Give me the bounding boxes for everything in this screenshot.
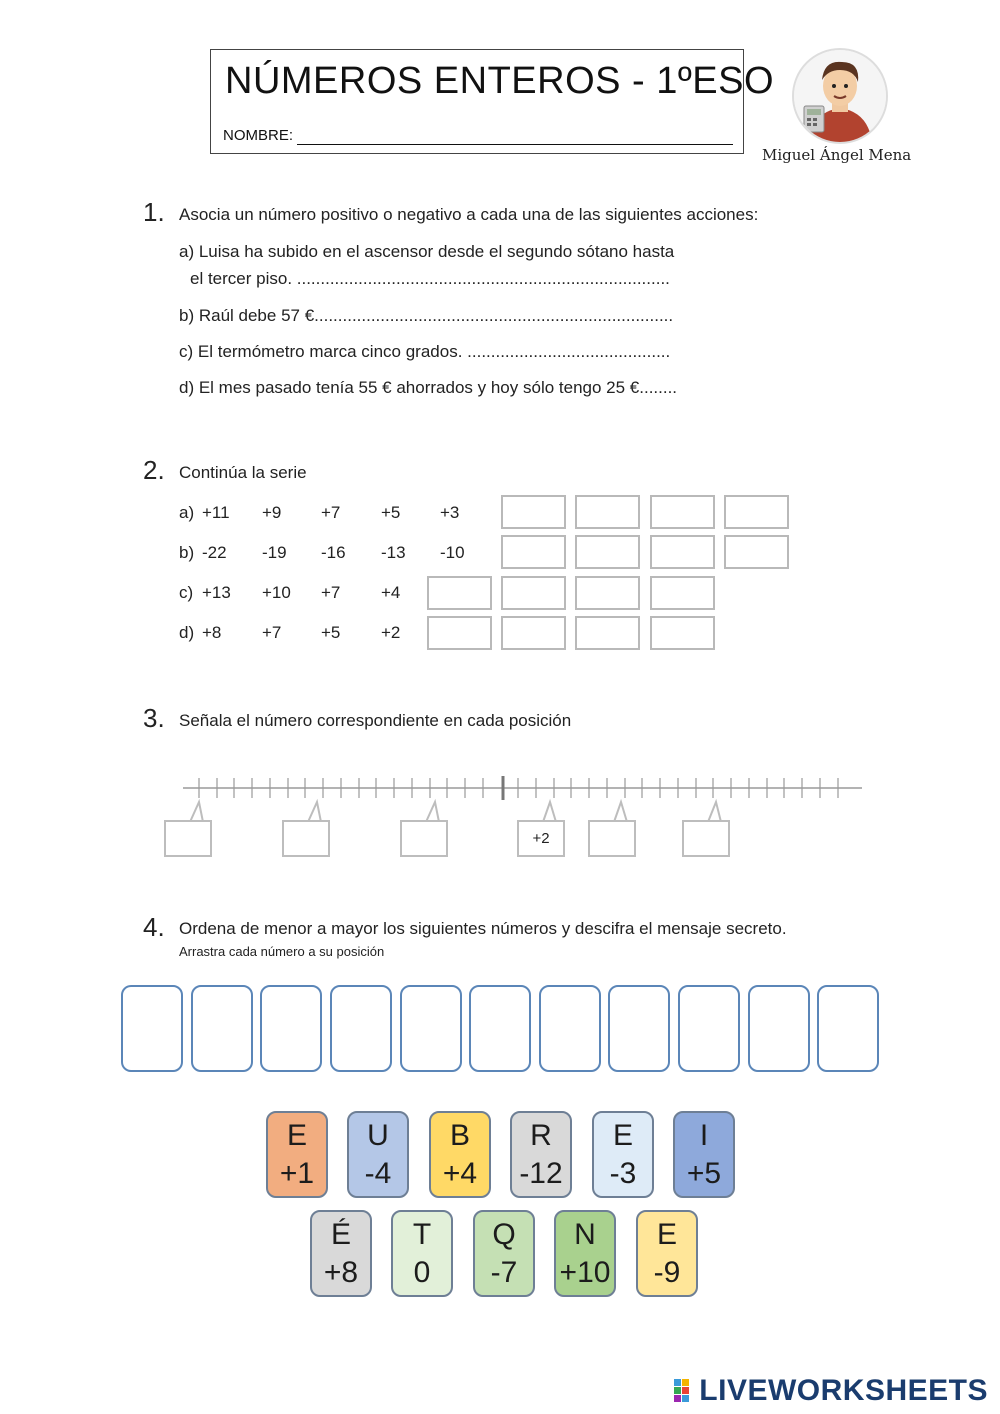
drop-slot[interactable] [539, 985, 601, 1072]
author-illustration [794, 50, 886, 142]
name-label: NOMBRE: [223, 127, 294, 144]
q2-row-d-answer-box[interactable] [427, 616, 492, 650]
q2-row-b-term: -19 [262, 543, 287, 562]
callout-pointers [190, 802, 721, 822]
card-value: -4 [364, 1156, 392, 1190]
q2-row-a-term: +9 [262, 503, 282, 522]
q2-row-d-term: +5 [321, 623, 341, 642]
q1-number: 1. [143, 197, 165, 227]
q2-row-c-term: +7 [321, 583, 341, 602]
number-line-answer-box[interactable] [164, 820, 212, 857]
q2-row-a-answer-box[interactable] [501, 495, 566, 529]
author-name: Miguel Ángel Mena [762, 146, 912, 164]
q2-row-b-term: -16 [321, 543, 346, 562]
drop-slot[interactable] [121, 985, 183, 1072]
draggable-card[interactable] [429, 1111, 491, 1198]
q2-row-a-label: a) [179, 503, 195, 522]
q2-row-b-term: -10 [440, 543, 465, 562]
q2-row-a-term: +11 [202, 503, 230, 522]
card-value: -7 [490, 1255, 518, 1289]
card-value: -9 [653, 1255, 681, 1289]
q3-number: 3. [143, 703, 165, 733]
q4-hint: Arrastra cada número a su posición [179, 944, 385, 959]
liveworksheets-icon [673, 1378, 699, 1404]
q2-row-d-term: +7 [262, 623, 282, 642]
card-letter: E [286, 1118, 307, 1152]
number-line-answer-box[interactable] [400, 820, 448, 857]
card-value: +1 [279, 1156, 315, 1190]
q2-row-d-answer-box[interactable] [501, 616, 566, 650]
draggable-card[interactable] [554, 1210, 616, 1297]
draggable-card[interactable] [310, 1210, 372, 1297]
q2-row-c-answer-box[interactable] [575, 576, 640, 610]
q2-row-c-term: +4 [381, 583, 401, 602]
q1-item-c[interactable]: c) El termómetro marca cinco grados. ........................................... [179, 342, 671, 361]
q2-row-b-answer-box[interactable] [575, 535, 640, 569]
number-line-answer-box[interactable] [282, 820, 330, 857]
q1-prompt: Asocia un número positivo o negativo a cada una de las siguientes acciones: [179, 205, 759, 224]
q2-row-a-answer-box[interactable] [724, 495, 789, 529]
card-letter: E [612, 1118, 633, 1152]
card-value: -3 [609, 1156, 637, 1190]
drop-slot[interactable] [817, 985, 879, 1072]
card-letter: É [330, 1217, 351, 1251]
q2-row-b-label: b) [179, 543, 195, 562]
q2-row-b-term: -13 [381, 543, 406, 562]
drop-slot[interactable] [400, 985, 462, 1072]
draggable-card[interactable] [636, 1210, 698, 1297]
q1-item-d[interactable]: d) El mes pasado tenía 55 € ahorrados y hoy sólo tengo 25 €........ [179, 378, 678, 397]
q2-row-d-answer-box[interactable] [575, 616, 640, 650]
card-value: -12 [519, 1156, 563, 1190]
q1-item-a: a) Luisa ha subido en el ascensor desde el segundo sótano hasta [179, 242, 675, 261]
card-value: +5 [686, 1156, 722, 1190]
drop-slot[interactable] [678, 985, 740, 1072]
q2-row-a-answer-box[interactable] [650, 495, 715, 529]
page-title: NÚMEROS ENTEROS - 1ºESO [225, 60, 775, 102]
q2-row-c-label: c) [179, 583, 194, 602]
draggable-card[interactable] [266, 1111, 328, 1198]
number-line [0, 760, 1000, 870]
number-line-answer-box[interactable] [682, 820, 730, 857]
q2-row-c-term: +10 [262, 583, 291, 602]
drop-slot[interactable] [469, 985, 531, 1072]
q2-row-c-term: +13 [202, 583, 231, 602]
card-letter: Q [492, 1217, 516, 1251]
q2-number: 2. [143, 455, 165, 485]
q1-item-b[interactable]: b) Raúl debe 57 €............................................................................ [179, 306, 674, 325]
draggable-card[interactable] [391, 1210, 453, 1297]
card-letter: U [367, 1118, 389, 1152]
drop-slot[interactable] [260, 985, 322, 1072]
card-value: +10 [559, 1255, 611, 1289]
liveworksheets-logo[interactable] [673, 1374, 988, 1408]
draggable-card[interactable] [347, 1111, 409, 1198]
q3-prompt: Señala el número correspondiente en cada posición [179, 711, 572, 730]
q4-prompt: Ordena de menor a mayor los siguientes números y descifra el mensaje secreto. [179, 919, 787, 938]
draggable-card[interactable] [473, 1210, 535, 1297]
author-avatar [792, 48, 888, 144]
q2-row-c-answer-box[interactable] [650, 576, 715, 610]
q2-row-a-term: +7 [321, 503, 341, 522]
drop-slot[interactable] [748, 985, 810, 1072]
q2-row-d-answer-box[interactable] [650, 616, 715, 650]
q2-row-b-term: -22 [202, 543, 227, 562]
q2-row-b-answer-box[interactable] [501, 535, 566, 569]
card-letter: E [656, 1217, 677, 1251]
q2-row-d-term: +2 [381, 623, 401, 642]
card-value: +4 [442, 1156, 478, 1190]
q2-row-b-answer-box[interactable] [724, 535, 789, 569]
card-letter: R [530, 1118, 552, 1152]
drop-slot[interactable] [191, 985, 253, 1072]
card-letter: I [699, 1118, 709, 1152]
draggable-card[interactable] [592, 1111, 654, 1198]
q2-row-c-answer-box[interactable] [501, 576, 566, 610]
q1-item-a-answer-line[interactable]: el tercer piso. ............................................................................... [190, 269, 670, 288]
name-field-line[interactable] [297, 144, 733, 145]
card-letter: N [574, 1217, 596, 1251]
card-letter: T [412, 1217, 432, 1251]
draggable-card[interactable] [673, 1111, 735, 1198]
drop-slot[interactable] [330, 985, 392, 1072]
q4-number: 4. [143, 912, 165, 942]
q2-row-d-term: +8 [202, 623, 222, 642]
q2-row-a-term: +3 [440, 503, 460, 522]
liveworksheets-wordmark: LIVEWORKSHEETS [699, 1374, 988, 1407]
number-line-answer-box[interactable] [588, 820, 636, 857]
q2-row-a-term: +5 [381, 503, 401, 522]
card-value: +8 [323, 1255, 359, 1289]
q2-row-a-answer-box[interactable] [575, 495, 640, 529]
number-line-given-value: +2 [517, 820, 565, 857]
q2-row-d-label: d) [179, 623, 195, 642]
q2-row-b-answer-box[interactable] [650, 535, 715, 569]
draggable-card[interactable] [510, 1111, 572, 1198]
q2-row-c-answer-box[interactable] [427, 576, 492, 610]
drop-slot[interactable] [608, 985, 670, 1072]
q2-prompt: Continúa la serie [179, 463, 307, 482]
card-value: 0 [413, 1255, 431, 1289]
card-letter: B [449, 1118, 470, 1152]
title-box [210, 49, 775, 154]
